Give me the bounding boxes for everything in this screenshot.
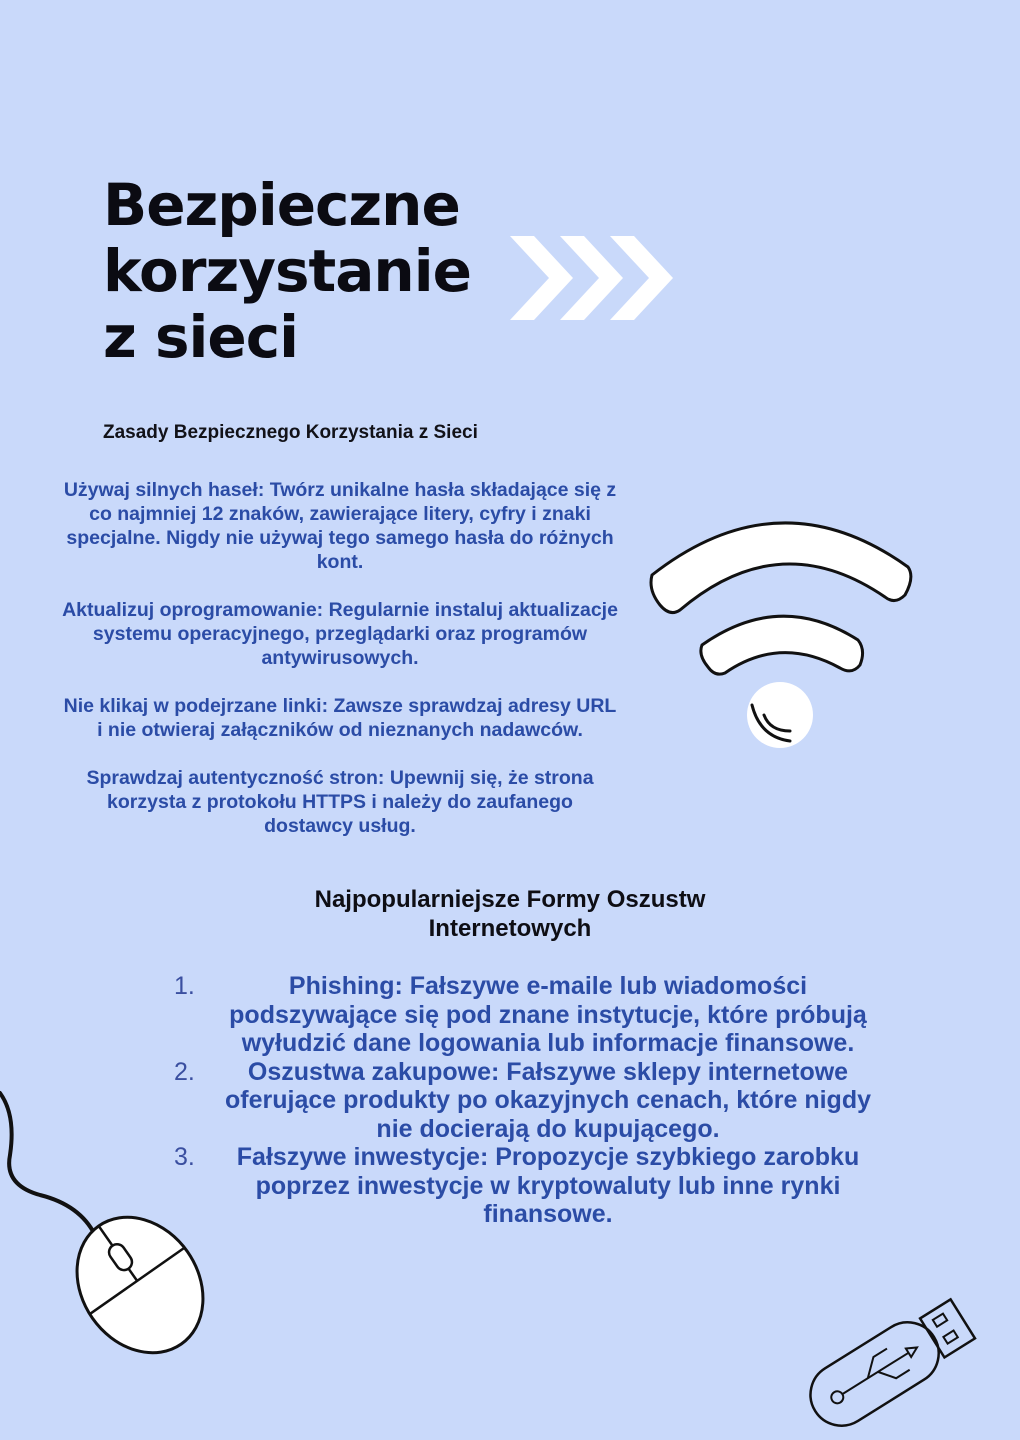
chevrons-right-icon bbox=[505, 232, 675, 324]
rule-item: Sprawdzaj autentyczność stron: Upewnij się, że strona korzysta z protokołu HTTPS i należy do zaufanego dostawcy usług. bbox=[86, 767, 594, 837]
page-title bbox=[103, 172, 471, 370]
mouse-body bbox=[51, 1193, 229, 1355]
fraud-item-number: 3. bbox=[174, 1143, 195, 1171]
fraud-item bbox=[170, 1143, 890, 1229]
fraud-item-text: Phishing: Fałszywe e-maile lub wiadomości podszywające się pod znane instytucje, które próbują wyłudzić dane logowania lub informacje finansowe. bbox=[229, 972, 867, 1057]
wifi-icon bbox=[640, 505, 930, 755]
title-line-1: Bezpieczne bbox=[103, 171, 460, 239]
mouse-cable bbox=[0, 1093, 95, 1235]
wifi-outer-arc bbox=[651, 523, 911, 613]
wifi-inner-arc bbox=[701, 616, 863, 674]
fraud-list bbox=[170, 972, 890, 1229]
rules-heading: Zasady Bezpiecznego Korzystania z Sieci bbox=[103, 422, 478, 443]
chevron-1 bbox=[510, 236, 573, 320]
fraud-item-number: 2. bbox=[174, 1057, 195, 1086]
title-line-2: korzystanie bbox=[103, 237, 471, 305]
fraud-item bbox=[170, 972, 890, 1058]
usb-connector bbox=[920, 1299, 975, 1357]
fraud-item bbox=[170, 1058, 890, 1144]
fraud-item-text: Fałszywe inwestycje: Propozycje szybkiego zarobku poprzez inwestycje w kryptowaluty lub inne rynki finansowe. bbox=[236, 1143, 860, 1228]
fraud-heading: Najpopularniejsze Formy Oszustw Internetowych bbox=[314, 886, 706, 942]
title-line-3: z sieci bbox=[103, 303, 298, 371]
computer-mouse-icon bbox=[0, 1085, 230, 1355]
rule-item: Używaj silnych haseł: Twórz unikalne hasła składające się z co najmniej 12 znaków, zawierające litery, cyfry i znaki specjalne. Nigdy nie używaj tego samego hasła do różnych kont. bbox=[63, 479, 617, 573]
rule-item: Aktualizuj oprogramowanie: Regularnie instaluj aktualizacje systemu operacyjnego, przeglądarki oraz programów antywirusowych. bbox=[62, 599, 618, 669]
fraud-item-number: 1. bbox=[174, 972, 195, 1000]
rules-list bbox=[60, 478, 620, 862]
rule-item: Nie klikaj w podejrzane linki: Zawsze sprawdzaj adresy URL i nie otwieraj załączników od nieznanych nadawców. bbox=[63, 695, 617, 741]
usb-drive-icon bbox=[780, 1280, 980, 1430]
fraud-item-text: Oszustwa zakupowe: Fałszywe sklepy internetowe oferujące produkty po okazyjnych cenach, które nigdy nie docierają do kupującego. bbox=[225, 1057, 871, 1143]
